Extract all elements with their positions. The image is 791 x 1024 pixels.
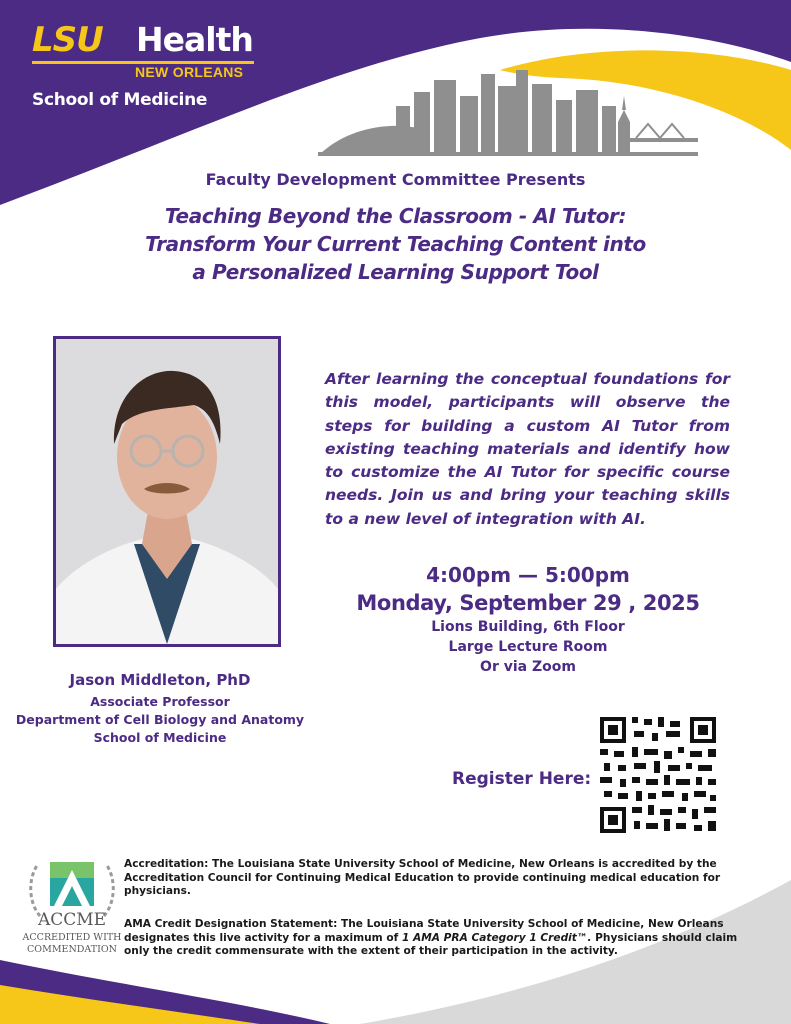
- school-name: School of Medicine: [32, 90, 208, 110]
- event-location-building: Lions Building, 6th Floor: [431, 619, 625, 635]
- ama-statement-part2: Physicians should claim only the credit commensurate with the extent of their participation in the activity.: [124, 931, 738, 957]
- event-title-line: Teaching Beyond the Classroom - AI Tutor:: [164, 204, 627, 228]
- accme-logo-text: ACCME: [37, 910, 107, 930]
- event-title: [110, 202, 681, 286]
- event-date: Monday, September 29 , 2025: [356, 591, 700, 615]
- accme-badge: [22, 858, 122, 962]
- event-title-line: a Personalized Learning Support Tool: [192, 260, 599, 284]
- presenter-heading: Faculty Development Committee Presents: [205, 170, 586, 189]
- register-label: Register Here:: [452, 769, 592, 789]
- logo-health-text: Health: [136, 20, 253, 59]
- register-qr-code[interactable]: [598, 715, 718, 835]
- speaker-title: Associate Professor: [90, 694, 230, 709]
- logo-new-orleans-text: NEW ORLEANS: [135, 64, 244, 80]
- event-description: After learning the conceptual foundations for this model, participants will observe the steps for building a custom AI Tutor from existing teaching materials and identify how to customize the AI Tutor for specific course needs. Join us and bring your teaching skills to a new level of integration with AI.: [325, 370, 730, 528]
- ama-credit-designation: 1 AMA PRA Category 1 Credit™.: [401, 931, 592, 944]
- speaker-name: Jason Middleton, PhD: [69, 671, 251, 689]
- accme-commendation-text: COMMENDATION: [27, 944, 117, 955]
- logo-lsu-text: LSU: [32, 20, 103, 60]
- speaker-school: School of Medicine: [93, 730, 227, 745]
- accreditation-statement: Accreditation: The Louisiana State University School of Medicine, New Orleans is accredited by the Accreditation Council for Continuing Medical Education to provide continuing medical education for physicians.: [124, 858, 721, 897]
- ama-credit-statement: [124, 918, 764, 959]
- event-title-line: Transform Your Current Teaching Content into: [145, 232, 646, 256]
- event-location-zoom: Or via Zoom: [480, 659, 576, 675]
- new-orleans-skyline-icon: [318, 66, 698, 156]
- speaker-department: Department of Cell Biology and Anatomy: [15, 712, 305, 727]
- ama-statement-part1: AMA Credit Designation Statement: The Louisiana State University School of Medicine, New Orleans designates this live activity for a maximum of: [124, 918, 724, 944]
- event-time: 4:00pm — 5:00pm: [426, 563, 630, 587]
- event-location-room: Large Lecture Room: [448, 639, 608, 655]
- speaker-photo: [53, 336, 281, 647]
- accme-accredited-text: ACCREDITED WITH: [22, 932, 122, 943]
- speaker-portrait-icon: [56, 339, 278, 644]
